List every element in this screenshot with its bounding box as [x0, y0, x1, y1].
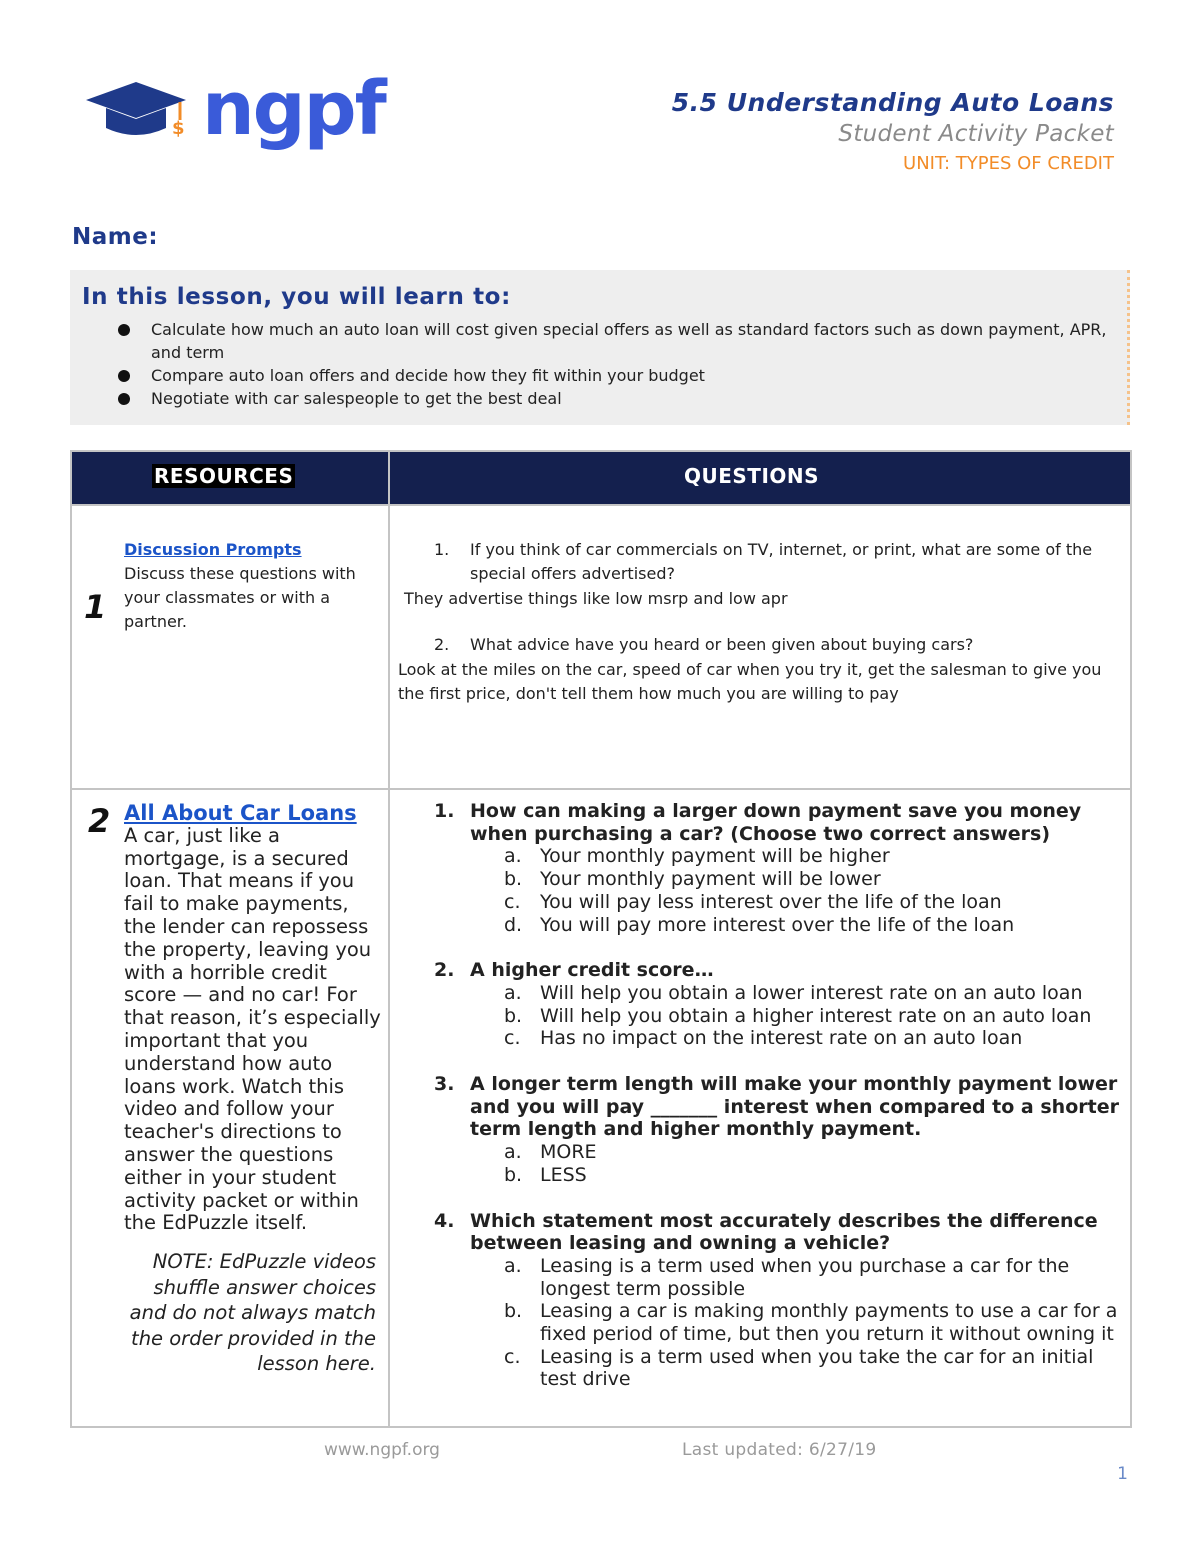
answer-option[interactable]: a. MORE [504, 1141, 597, 1164]
svg-text:$: $ [172, 118, 185, 139]
answer-option[interactable]: b. Will help you obtain a higher interest rate on an auto loan [504, 1004, 1092, 1027]
name-label: Name: [72, 224, 159, 250]
answer-option[interactable]: a. Leasing is a term used when you purchase a car for the longest term possible [504, 1254, 1070, 1300]
answer-option[interactable]: a. Will help you obtain a lower interest rate on an auto loan [504, 981, 1083, 1004]
objective-item: Compare auto loan offers and decide how they fit within your budget [82, 364, 1107, 387]
lesson-title: 5.5 Understanding Auto Loans [671, 88, 1114, 117]
question-number: 1. [434, 540, 450, 559]
question-item: 4. Which statement most accurately describes the difference between leasing and owning a vehicle? [434, 1209, 1098, 1255]
learning-objectives-box [70, 270, 1130, 425]
answer-option[interactable]: b. Your monthly payment will be lower [504, 868, 881, 891]
resource-description: A car, just like a mortgage, is a secured loan. That means if you fail to make payments, the lender can repossess the property, leaving you with a horrible credit score — and no car! For that reason, it’s especially important that you understand how auto loans work. Watch this video and follow your teacher's directions to answer the questions either in your student activity packet or within the EdPuzzle itself. [124, 823, 381, 1235]
lesson-subtitle: Student Activity Packet [838, 121, 1114, 147]
answer-option[interactable]: b. LESS [504, 1163, 587, 1186]
objectives-list [82, 318, 1107, 410]
question-item [398, 538, 1128, 585]
resource-cell-1 [124, 538, 386, 634]
question-item: 1. How can making a larger down payment save you money when purchasing a car? (Choose two correct answers) [434, 800, 1082, 845]
resource-description: Discuss these questions with your classmates or with a partner. [124, 564, 356, 631]
answer-option[interactable]: d. You will pay more interest over the life of the loan [504, 913, 1015, 936]
row-divider [72, 504, 1130, 506]
row-divider [72, 788, 1130, 790]
question-text: What advice have you heard or been given about buying cars? [470, 634, 974, 654]
question-item [398, 633, 1128, 657]
resources-questions-table [70, 450, 1132, 1428]
answer-option[interactable]: b. Leasing a car is making monthly payments to use a car for a fixed period of time, but then you return it without owning it [504, 1300, 1118, 1346]
footer-url[interactable]: www.ngpf.org [324, 1440, 440, 1460]
edpuzzle-note: NOTE: EdPuzzle videos shuffle answer choices and do not always match the order provided in the lesson here. [129, 1250, 376, 1376]
page-number: 1 [1117, 1464, 1128, 1484]
objective-item: Negotiate with car salespeople to get the best deal [82, 387, 1107, 410]
objective-item: Calculate how much an auto loan will cost given special offers as well as standard factors such as down payment, APR, and term [82, 318, 1107, 364]
row-number: 2 [88, 802, 111, 840]
question-item: 2. A higher credit score… [434, 959, 714, 982]
resource-cell-2 [124, 802, 384, 1377]
question-text: If you think of car commercials on TV, internet, or print, what are some of the special offers advertised? [470, 540, 1093, 583]
answer-option[interactable]: a. Your monthly payment will be higher [504, 845, 890, 868]
objectives-heading: In this lesson, you will learn to: [82, 284, 511, 310]
answer-option[interactable]: c. Has no impact on the interest rate on an auto loan [504, 1027, 1023, 1050]
answer-option[interactable]: c. Leasing is a term used when you take the car for an initial test drive [504, 1345, 1094, 1391]
ngpf-logo [84, 66, 385, 154]
column-divider [388, 452, 390, 1426]
questions-header: QUESTIONS [684, 464, 820, 488]
questions-cell-2 [398, 800, 1130, 1391]
student-answer[interactable]: Look at the miles on the car, speed of car when you try it, get the salesman to give you the first price, don't tell them how much you are willing to pay [398, 660, 1102, 703]
question-item: 3. A longer term length will make your monthly payment lower and you will pay _______ interest when compared to a shorter term length and higher monthly payment. [434, 1073, 1119, 1141]
answer-option[interactable]: c. You will pay less interest over the life of the loan [504, 890, 1002, 913]
table-header-row [72, 452, 1130, 504]
questions-cell-1 [398, 538, 1128, 705]
row-number: 1 [84, 588, 107, 626]
student-answer[interactable]: They advertise things like low msrp and low apr [404, 589, 788, 608]
footer-last-updated: Last updated: 6/27/19 [682, 1440, 877, 1460]
all-about-car-loans-link[interactable]: All About Car Loans [124, 801, 357, 825]
logo-wordmark: ngpf [202, 66, 385, 152]
unit-label: UNIT: TYPES OF CREDIT [903, 153, 1114, 174]
question-number: 2. [434, 634, 450, 654]
discussion-prompts-link[interactable]: Discussion Prompts [124, 540, 302, 559]
resources-header: RESOURCES [154, 464, 294, 488]
document-header [672, 88, 1114, 174]
graduation-cap-icon [84, 72, 202, 154]
